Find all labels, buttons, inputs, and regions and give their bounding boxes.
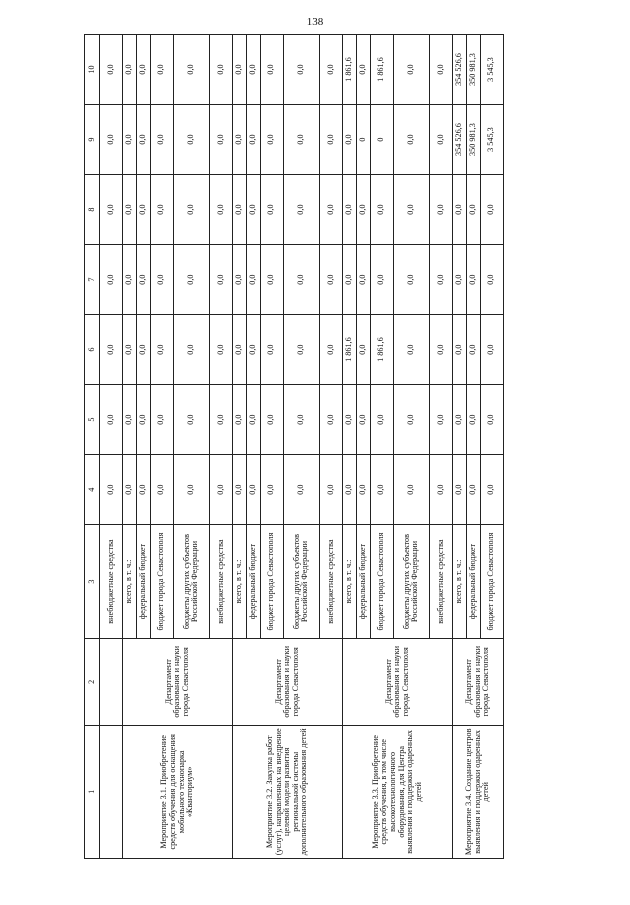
value-cell: 0,0 bbox=[343, 385, 357, 455]
event-cell: Мероприятие 3.4. Создание центров выявления и поддержки одаренных детей bbox=[453, 725, 504, 858]
value-cell: 0,0 bbox=[319, 245, 342, 315]
header-row bbox=[85, 35, 100, 859]
value-cell: 0,0 bbox=[233, 245, 247, 315]
value-cell: 0,0 bbox=[123, 35, 137, 105]
value-cell: 350 981,3 bbox=[466, 35, 480, 105]
value-cell: 0,0 bbox=[453, 175, 467, 245]
value-cell: 0,0 bbox=[453, 385, 467, 455]
funding-source-cell: внебюджетные средства bbox=[209, 525, 232, 639]
value-cell: 0,0 bbox=[319, 175, 342, 245]
table-row bbox=[343, 35, 357, 859]
value-cell: 0,0 bbox=[356, 35, 370, 105]
funding-source-cell: бюджеты других субъектов Российской Федерации bbox=[283, 525, 319, 639]
value-cell: 0,0 bbox=[393, 455, 429, 525]
event-cell: Мероприятие 3.2. Закупка работ (услуг), направленных на внедрение целевой модели развития региональной системы дополнительного образования детей bbox=[233, 725, 343, 858]
funding-source-cell: бюджет города Севастополя bbox=[370, 525, 393, 639]
value-cell: 3 545,3 bbox=[480, 105, 503, 175]
value-cell: 0,0 bbox=[99, 455, 122, 525]
value-cell: 1 861,6 bbox=[370, 35, 393, 105]
value-cell: 0,0 bbox=[370, 385, 393, 455]
value-cell: 0,0 bbox=[260, 35, 283, 105]
value-cell: 0,0 bbox=[123, 385, 137, 455]
value-cell: 0,0 bbox=[319, 35, 342, 105]
funding-source-cell: бюджеты других субъектов Российской Федерации bbox=[173, 525, 209, 639]
department-cell: Департамент образования и науки города Севастополя bbox=[233, 638, 343, 725]
value-cell: 0,0 bbox=[136, 175, 150, 245]
funding-source-cell: всего, в т. ч.: bbox=[343, 525, 357, 639]
value-cell: 0,0 bbox=[429, 35, 452, 105]
value-cell: 0,0 bbox=[136, 35, 150, 105]
value-cell: 0,0 bbox=[480, 315, 503, 385]
value-cell: 0,0 bbox=[150, 105, 173, 175]
value-cell: 0,0 bbox=[283, 455, 319, 525]
value-cell: 0,0 bbox=[150, 175, 173, 245]
value-cell: 0,0 bbox=[260, 245, 283, 315]
value-cell: 354 526,6 bbox=[453, 35, 467, 105]
value-cell: 0,0 bbox=[429, 245, 452, 315]
funding-source-cell: внебюджетные средства bbox=[429, 525, 452, 639]
value-cell: 0,0 bbox=[480, 455, 503, 525]
value-cell: 0,0 bbox=[246, 105, 260, 175]
value-cell: 0,0 bbox=[136, 105, 150, 175]
funding-source-cell: федеральный бюджет bbox=[136, 525, 150, 639]
funding-source-cell: бюджет города Севастополя bbox=[260, 525, 283, 639]
value-cell: 0,0 bbox=[99, 175, 122, 245]
rotated-table-container bbox=[84, 34, 504, 859]
value-cell: 354 526,6 bbox=[453, 105, 467, 175]
value-cell: 0,0 bbox=[209, 175, 232, 245]
department-cell: Департамент образования и науки города Севастополя bbox=[343, 638, 453, 725]
value-cell: 0,0 bbox=[260, 455, 283, 525]
value-cell: 0,0 bbox=[393, 385, 429, 455]
table-row bbox=[233, 35, 247, 859]
value-cell: 0,0 bbox=[466, 175, 480, 245]
financing-table bbox=[84, 34, 504, 859]
table-row bbox=[99, 35, 122, 859]
funding-source-cell: бюджет города Севастополя bbox=[480, 525, 503, 639]
department-cell: Департамент образования и науки города Севастополя bbox=[453, 638, 504, 725]
header-cell: 3 bbox=[85, 525, 100, 639]
value-cell: 0,0 bbox=[246, 385, 260, 455]
value-cell: 0,0 bbox=[233, 385, 247, 455]
value-cell: 0,0 bbox=[209, 35, 232, 105]
header-cell: 7 bbox=[85, 245, 100, 315]
funding-source-cell: внебюджетные средства bbox=[99, 525, 122, 639]
value-cell: 0,0 bbox=[123, 455, 137, 525]
table-row bbox=[123, 35, 137, 859]
value-cell: 0,0 bbox=[283, 105, 319, 175]
value-cell: 0,0 bbox=[480, 175, 503, 245]
value-cell: 0,0 bbox=[480, 385, 503, 455]
value-cell: 0,0 bbox=[233, 175, 247, 245]
value-cell: 0,0 bbox=[370, 455, 393, 525]
value-cell: 0,0 bbox=[136, 455, 150, 525]
value-cell: 0,0 bbox=[246, 175, 260, 245]
funding-source-cell: федеральный бюджет bbox=[466, 525, 480, 639]
value-cell: 0,0 bbox=[173, 35, 209, 105]
value-cell: 0,0 bbox=[260, 175, 283, 245]
value-cell: 0,0 bbox=[370, 245, 393, 315]
value-cell: 0,0 bbox=[123, 245, 137, 315]
header-cell: 9 bbox=[85, 105, 100, 175]
header-cell: 10 bbox=[85, 35, 100, 105]
value-cell: 0,0 bbox=[209, 245, 232, 315]
department-cell: Департамент образования и науки города Севастополя bbox=[123, 638, 233, 725]
funding-source-cell: всего, в т. ч.: bbox=[233, 525, 247, 639]
page-number: 138 bbox=[306, 16, 324, 28]
value-cell: 0,0 bbox=[370, 175, 393, 245]
value-cell: 0,0 bbox=[466, 385, 480, 455]
value-cell: 0,0 bbox=[173, 245, 209, 315]
value-cell: 0,0 bbox=[173, 175, 209, 245]
header-cell: 4 bbox=[85, 455, 100, 525]
event-cell: Мероприятие 3.1. Приобретение средств обучения для оснащения мобильного технопарка «Кванториум» bbox=[123, 725, 233, 858]
value-cell: 0,0 bbox=[99, 105, 122, 175]
value-cell: 0,0 bbox=[173, 105, 209, 175]
value-cell: 0,0 bbox=[343, 455, 357, 525]
header-cell: 1 bbox=[85, 725, 100, 858]
value-cell: 0,0 bbox=[356, 245, 370, 315]
value-cell: 0,0 bbox=[233, 315, 247, 385]
funding-source-cell: федеральный бюджет bbox=[356, 525, 370, 639]
value-cell: 0,0 bbox=[319, 105, 342, 175]
value-cell: 0,0 bbox=[283, 245, 319, 315]
funding-source-cell: всего, в т. ч.: bbox=[453, 525, 467, 639]
value-cell: 0,0 bbox=[466, 245, 480, 315]
value-cell: 0,0 bbox=[233, 105, 247, 175]
value-cell: 0 bbox=[370, 105, 393, 175]
value-cell: 0,0 bbox=[260, 105, 283, 175]
value-cell: 0,0 bbox=[480, 245, 503, 315]
funding-source-cell: бюджеты других субъектов Российской Федерации bbox=[393, 525, 429, 639]
value-cell: 0,0 bbox=[343, 245, 357, 315]
value-cell: 0,0 bbox=[356, 385, 370, 455]
value-cell: 1 861,6 bbox=[370, 315, 393, 385]
value-cell: 0,0 bbox=[150, 245, 173, 315]
table-row bbox=[453, 35, 467, 859]
value-cell: 0,0 bbox=[150, 385, 173, 455]
value-cell: 1 861,6 bbox=[343, 315, 357, 385]
value-cell: 0,0 bbox=[136, 315, 150, 385]
value-cell: 0,0 bbox=[393, 245, 429, 315]
value-cell: 0,0 bbox=[209, 105, 232, 175]
value-cell: 0 bbox=[356, 105, 370, 175]
funding-source-cell: внебюджетные средства bbox=[319, 525, 342, 639]
value-cell: 0,0 bbox=[283, 315, 319, 385]
value-cell: 0,0 bbox=[246, 315, 260, 385]
value-cell: 0,0 bbox=[393, 315, 429, 385]
value-cell: 0,0 bbox=[260, 315, 283, 385]
value-cell: 0,0 bbox=[356, 175, 370, 245]
value-cell: 0,0 bbox=[393, 105, 429, 175]
value-cell: 3 545,3 bbox=[480, 35, 503, 105]
value-cell: 0,0 bbox=[123, 315, 137, 385]
value-cell: 0,0 bbox=[283, 175, 319, 245]
value-cell: 0,0 bbox=[246, 455, 260, 525]
value-cell: 0,0 bbox=[209, 315, 232, 385]
value-cell: 0,0 bbox=[283, 385, 319, 455]
value-cell: 0,0 bbox=[429, 175, 452, 245]
header-cell: 8 bbox=[85, 175, 100, 245]
funding-source-cell: всего, в т. ч.: bbox=[123, 525, 137, 639]
value-cell: 0,0 bbox=[246, 245, 260, 315]
value-cell: 0,0 bbox=[319, 385, 342, 455]
header-cell: 2 bbox=[85, 638, 100, 725]
value-cell: 0,0 bbox=[393, 175, 429, 245]
value-cell: 0,0 bbox=[123, 105, 137, 175]
value-cell: 0,0 bbox=[99, 35, 122, 105]
header-cell: 5 bbox=[85, 385, 100, 455]
value-cell: 0,0 bbox=[343, 175, 357, 245]
value-cell: 0,0 bbox=[393, 35, 429, 105]
value-cell: 0,0 bbox=[233, 455, 247, 525]
value-cell: 0,0 bbox=[283, 35, 319, 105]
value-cell: 0,0 bbox=[136, 245, 150, 315]
event-cell: Мероприятие 3.3. Приобретение средств обучения, в том числе высокотехнологичного оборудования, для Центра выявления и поддержки одаренных детей bbox=[343, 725, 453, 858]
value-cell: 0,0 bbox=[343, 105, 357, 175]
value-cell: 0,0 bbox=[123, 175, 137, 245]
funding-source-cell: федеральный бюджет bbox=[246, 525, 260, 639]
header-cell: 6 bbox=[85, 315, 100, 385]
value-cell: 0,0 bbox=[429, 385, 452, 455]
value-cell: 0,0 bbox=[173, 455, 209, 525]
value-cell: 0,0 bbox=[429, 455, 452, 525]
value-cell: 0,0 bbox=[453, 455, 467, 525]
value-cell: 1 861,6 bbox=[343, 35, 357, 105]
value-cell: 0,0 bbox=[150, 455, 173, 525]
value-cell: 0,0 bbox=[319, 455, 342, 525]
value-cell: 0,0 bbox=[246, 35, 260, 105]
value-cell: 0,0 bbox=[99, 385, 122, 455]
event-cell bbox=[99, 725, 122, 858]
funding-source-cell: бюджет города Севастополя bbox=[150, 525, 173, 639]
value-cell: 0,0 bbox=[150, 315, 173, 385]
value-cell: 0,0 bbox=[429, 105, 452, 175]
value-cell: 0,0 bbox=[466, 315, 480, 385]
value-cell: 0,0 bbox=[453, 315, 467, 385]
value-cell: 0,0 bbox=[173, 385, 209, 455]
value-cell: 0,0 bbox=[466, 455, 480, 525]
value-cell: 0,0 bbox=[136, 385, 150, 455]
value-cell: 0,0 bbox=[429, 315, 452, 385]
value-cell: 0,0 bbox=[356, 455, 370, 525]
value-cell: 0,0 bbox=[233, 35, 247, 105]
value-cell: 0,0 bbox=[150, 35, 173, 105]
value-cell: 0,0 bbox=[173, 315, 209, 385]
value-cell: 350 981,3 bbox=[466, 105, 480, 175]
value-cell: 0,0 bbox=[99, 245, 122, 315]
department-cell bbox=[99, 638, 122, 725]
value-cell: 0,0 bbox=[356, 315, 370, 385]
value-cell: 0,0 bbox=[260, 385, 283, 455]
value-cell: 0,0 bbox=[209, 455, 232, 525]
value-cell: 0,0 bbox=[99, 315, 122, 385]
value-cell: 0,0 bbox=[209, 385, 232, 455]
value-cell: 0,0 bbox=[319, 315, 342, 385]
value-cell: 0,0 bbox=[453, 245, 467, 315]
